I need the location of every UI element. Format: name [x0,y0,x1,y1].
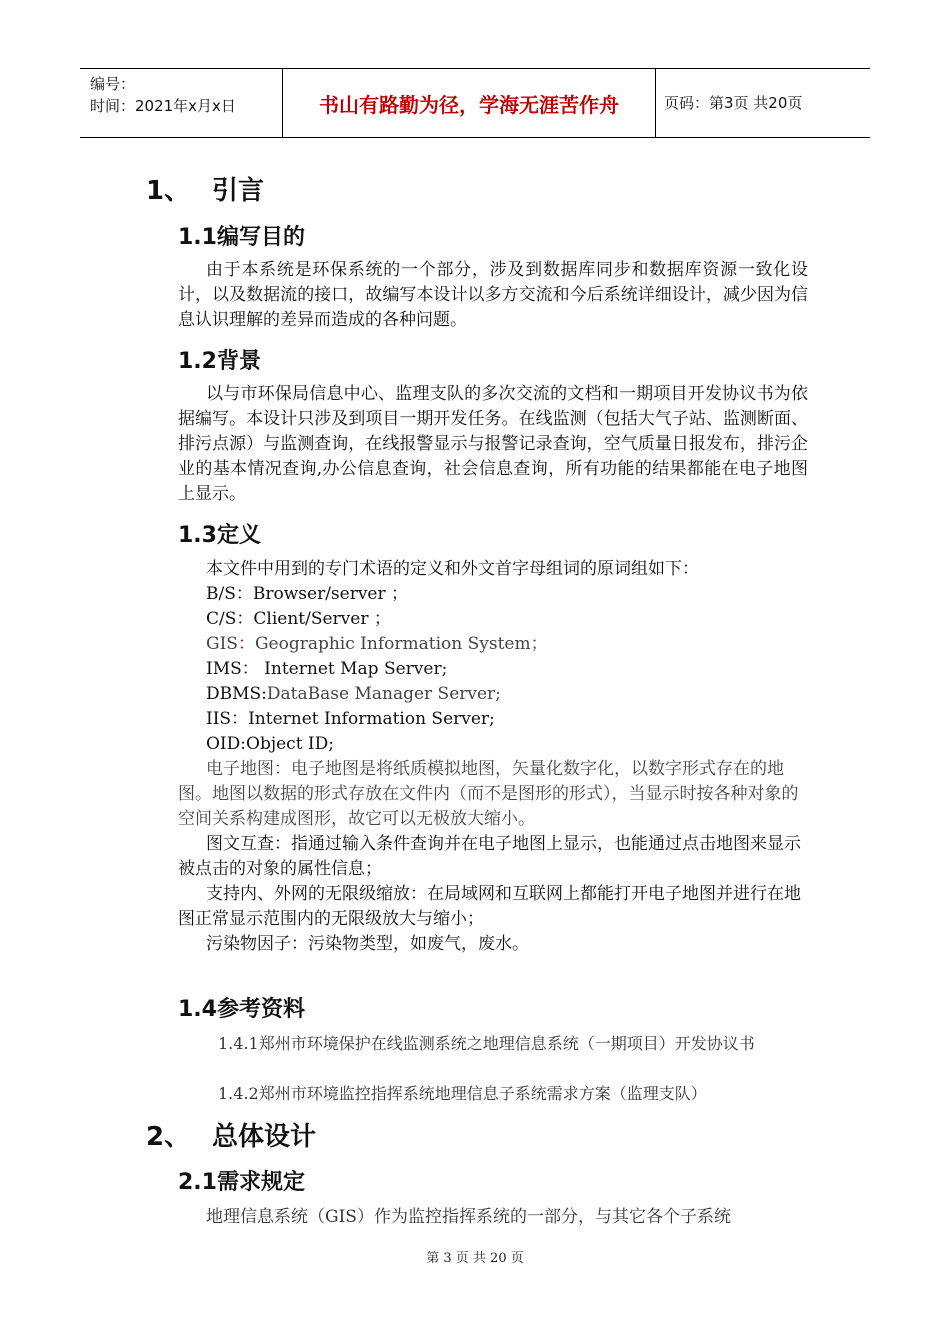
number-label: 编号： [90,75,136,93]
term-full: Geographic Information System； [254,634,548,654]
term-full: Internet Information Server; [248,709,495,729]
subsection-heading: 1.1编写目的 [178,225,305,250]
term-item [206,607,391,632]
page-header [80,68,870,138]
definition-zoom: 支持内、外网的无限级缩放：在局域网和互联网上都能打开电子地图并进行在地图正常显示范围内的无限级放大与缩小； [178,884,801,929]
term-abbr: IIS： [206,709,249,729]
term-full: Browser/server ； [252,584,409,604]
definition-electronic-map: 电子地图：电子地图是将纸质模拟地图，矢量化数字化，以数字形式存在的地图。地图以数据的形式存放在文件内（而不是图形的形式），当显示时按各种对象的空间关系构建成图形，故它可以无极放大缩小。 [178,759,799,829]
term-abbr: OID: [206,734,247,754]
subsection-heading: 2.1需求规定 [178,1170,305,1195]
paragraph: 以与市环保局信息中心、监理支队的多次交流的文档和一期项目开发协议书为依据编写。本设计只涉及到项目一期开发任务。在线监测（包括大气子站、监测断面、排污点源）与监测查询，在线报警显示与报警记录查询，空气质量日报发布，排污企业的基本情况查询,办公信息查询，社会信息查询，所有功能的结果都能在电子地图上显示。 [178,384,808,504]
term-abbr: DBMS: [206,684,267,704]
section-heading [146,170,264,207]
header-divider [655,69,656,137]
term-full: Client/Server ； [253,609,391,629]
paragraph: 地理信息系统（GIS）作为监控指挥系统的一部分，与其它各个子系统 [206,1207,731,1227]
term-separator: ： [237,634,255,654]
term-item [206,632,548,657]
page-footer: 第 3 页 共 20 页 [426,1251,524,1266]
subsection-heading: 1.3定义 [178,523,261,548]
reference-text: 1.4.1郑州市环境保护在线监测系统之地理信息系统（一期项目）开发协议书 [218,1034,755,1053]
header-motto: 书山有路勤为径，学海无涯苦作舟 [319,93,619,117]
term-abbr: IMS： [206,659,259,679]
definitions-intro: 本文件中用到的专门术语的定义和外文首字母组词的原词组如下： [206,559,699,579]
term-item [206,582,408,607]
subsection-heading: 1.2背景 [178,349,261,374]
header-meta [90,73,236,117]
term-item [206,682,501,707]
term-abbr: GIS [206,634,238,654]
reference-item [218,1031,810,1056]
section-number: 2、 [146,1122,191,1152]
section-heading [146,1116,316,1153]
term-item [206,707,495,732]
term-abbr: C/S： [206,609,254,629]
definition-map-query: 图文互查：指通过输入条件查询并在电子地图上显示，也能通过点击地图来显示被点击的对象的属性信息； [178,834,801,879]
definition-pollutant: 污染物因子：污染物类型，如废气，废水。 [206,934,529,954]
section-title: 引言 [212,176,265,206]
term-abbr: B/S： [206,584,253,604]
time-label: 时间：2021年x月x日 [90,97,236,115]
term-full: Internet Map Server; [258,659,448,679]
reference-item: 1.4.2郑州市环境监控指挥系统地理信息子系统需求方案（监理支队） [218,1084,707,1103]
section-number: 1、 [146,176,191,206]
term-full: Object ID; [246,734,334,754]
header-page-label: 页码：第3页 共20页 [664,94,803,112]
subsection-heading: 1.4参考资料 [178,997,305,1022]
term-item [206,732,334,757]
term-full: DataBase Manager Server; [266,684,501,704]
paragraph: 由于本系统是环保系统的一个部分，涉及到数据库同步和数据库资源一致化设计，以及数据流的接口，故编写本设计以多方交流和今后系统详细设计，减少因为信息认识理解的差异而造成的各种问题。 [178,260,808,330]
term-item [206,657,447,682]
section-title: 总体设计 [212,1122,317,1152]
